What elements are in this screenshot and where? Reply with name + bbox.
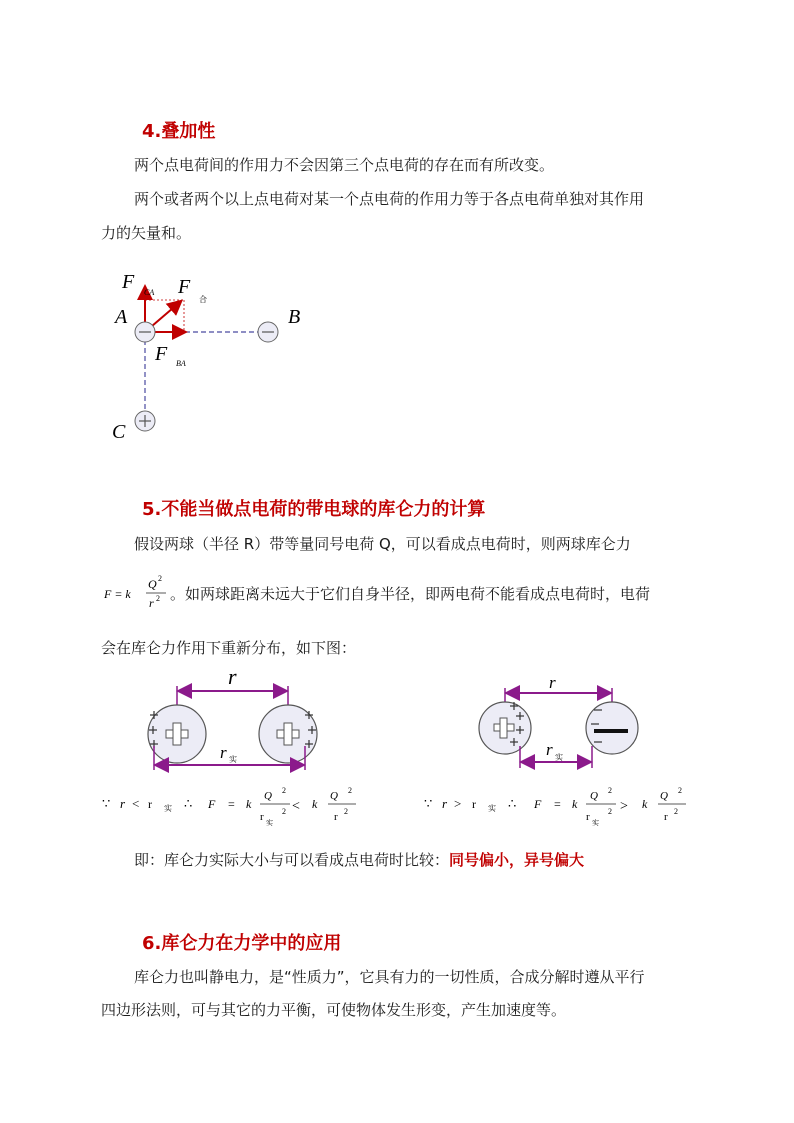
formula-numerator: Q <box>148 577 157 591</box>
svg-text:实: 实 <box>266 819 273 827</box>
svg-text:<: < <box>132 796 140 811</box>
svg-text:2: 2 <box>678 786 682 795</box>
label-c: C <box>112 421 126 443</box>
label-r-shi-right: r <box>546 740 553 759</box>
svg-text:k: k <box>312 797 318 811</box>
equation-like-charges <box>98 784 368 830</box>
section5-conclusion <box>134 848 584 872</box>
section4-heading: 4.叠加性 <box>142 121 216 142</box>
svg-text:>: > <box>454 796 462 811</box>
sub-ba: BA <box>176 359 186 368</box>
svg-text:∵: ∵ <box>424 796 433 811</box>
equation-unlike-charges <box>420 784 700 830</box>
svg-text:F: F <box>208 797 216 811</box>
svg-text:k: k <box>572 797 578 811</box>
svg-text:>: > <box>620 799 628 814</box>
svg-text:∴: ∴ <box>184 796 193 811</box>
svg-text:2: 2 <box>608 786 612 795</box>
svg-text:2: 2 <box>282 807 286 816</box>
svg-text:=: = <box>554 797 561 811</box>
svg-text:r: r <box>120 796 126 811</box>
coulomb-formula <box>100 572 170 614</box>
svg-text:r: r <box>586 811 590 823</box>
section4-paragraph-2a: 两个或者两个以上点电荷对某一个点电荷的作用力等于各点电荷单独对其作用 <box>134 190 645 208</box>
label-shi-right: 实 <box>555 753 563 762</box>
section4-paragraph-1: 两个点电荷间的作用力不会因第三个点电荷的存在而有所改变。 <box>134 156 555 174</box>
svg-text:Q: Q <box>330 790 338 802</box>
formula-denominator: r <box>149 596 154 610</box>
svg-text:2: 2 <box>158 574 162 583</box>
label-r-right: r <box>549 673 556 692</box>
svg-text:2: 2 <box>674 807 678 816</box>
conclusion-prefix: 即：库仑力实际大小与可以看成点电荷时比较： <box>134 851 450 869</box>
svg-text:k: k <box>246 797 252 811</box>
section6-paragraph-2: 四边形法则，可与其它的力平衡，可使物体发生形变，产生加速度等。 <box>101 1001 567 1019</box>
section5-paragraph-1: 假设两球（半径 R）带等量同号电荷 Q，可以看成点电荷时，则两球库仑力 <box>134 535 631 553</box>
sphere-right-negative <box>586 702 638 754</box>
label-f-ba: F <box>155 343 168 365</box>
svg-text:2: 2 <box>156 594 160 603</box>
svg-text:2: 2 <box>348 786 352 795</box>
svg-text:2: 2 <box>344 807 348 816</box>
svg-text:k: k <box>642 797 648 811</box>
svg-text:r: r <box>664 811 668 823</box>
svg-text:实: 实 <box>164 804 172 813</box>
sub-ca: CA <box>144 288 155 297</box>
svg-text:r: r <box>148 797 152 811</box>
section5-paragraph-2: 。如两球距离未远大于它们自身半径，即两电荷不能看成点电荷时，电荷 <box>170 585 651 603</box>
label-f-he: F <box>178 276 191 298</box>
label-a: A <box>115 306 128 328</box>
svg-text:r: r <box>472 797 476 811</box>
svg-text:r: r <box>442 796 448 811</box>
svg-text:r: r <box>334 811 338 823</box>
svg-text:2: 2 <box>282 786 286 795</box>
section5-heading: 5.不能当做点电荷的带电球的库仑力的计算 <box>142 499 486 520</box>
svg-text:Q: Q <box>590 790 598 802</box>
svg-text:<: < <box>292 799 300 814</box>
label-r-shi: r <box>220 743 227 762</box>
section4-paragraph-2b: 力的矢量和。 <box>101 224 192 242</box>
svg-text:2: 2 <box>608 807 612 816</box>
svg-text:∴: ∴ <box>508 796 517 811</box>
label-r: r <box>228 664 237 689</box>
conclusion-emphasis: 同号偏小，异号偏大 <box>449 851 585 869</box>
svg-text:Q: Q <box>264 790 272 802</box>
section5-paragraph-3: 会在库仑力作用下重新分布，如下图： <box>101 639 357 657</box>
svg-text:F: F <box>534 797 542 811</box>
svg-text:实: 实 <box>488 804 496 813</box>
section6-paragraph-1: 库仑力也叫静电力，是“性质力”，它具有力的一切性质，合成分解时遵从平行 <box>134 968 645 986</box>
like-charges-figure <box>140 664 330 776</box>
label-b: B <box>288 306 301 328</box>
svg-text:Q: Q <box>660 790 668 802</box>
sub-he: 合 <box>199 295 207 304</box>
formula-lhs: F = k <box>104 587 131 601</box>
superposition-figure <box>100 262 330 452</box>
svg-text:实: 实 <box>592 819 599 827</box>
label-f-ca: F <box>122 271 135 293</box>
svg-text:r: r <box>260 811 264 823</box>
svg-text:=: = <box>228 797 235 811</box>
unlike-charges-figure <box>470 668 650 770</box>
section6-heading: 6.库仑力在力学中的应用 <box>142 933 342 954</box>
svg-text:∵: ∵ <box>102 796 111 811</box>
label-shi: 实 <box>229 755 237 764</box>
